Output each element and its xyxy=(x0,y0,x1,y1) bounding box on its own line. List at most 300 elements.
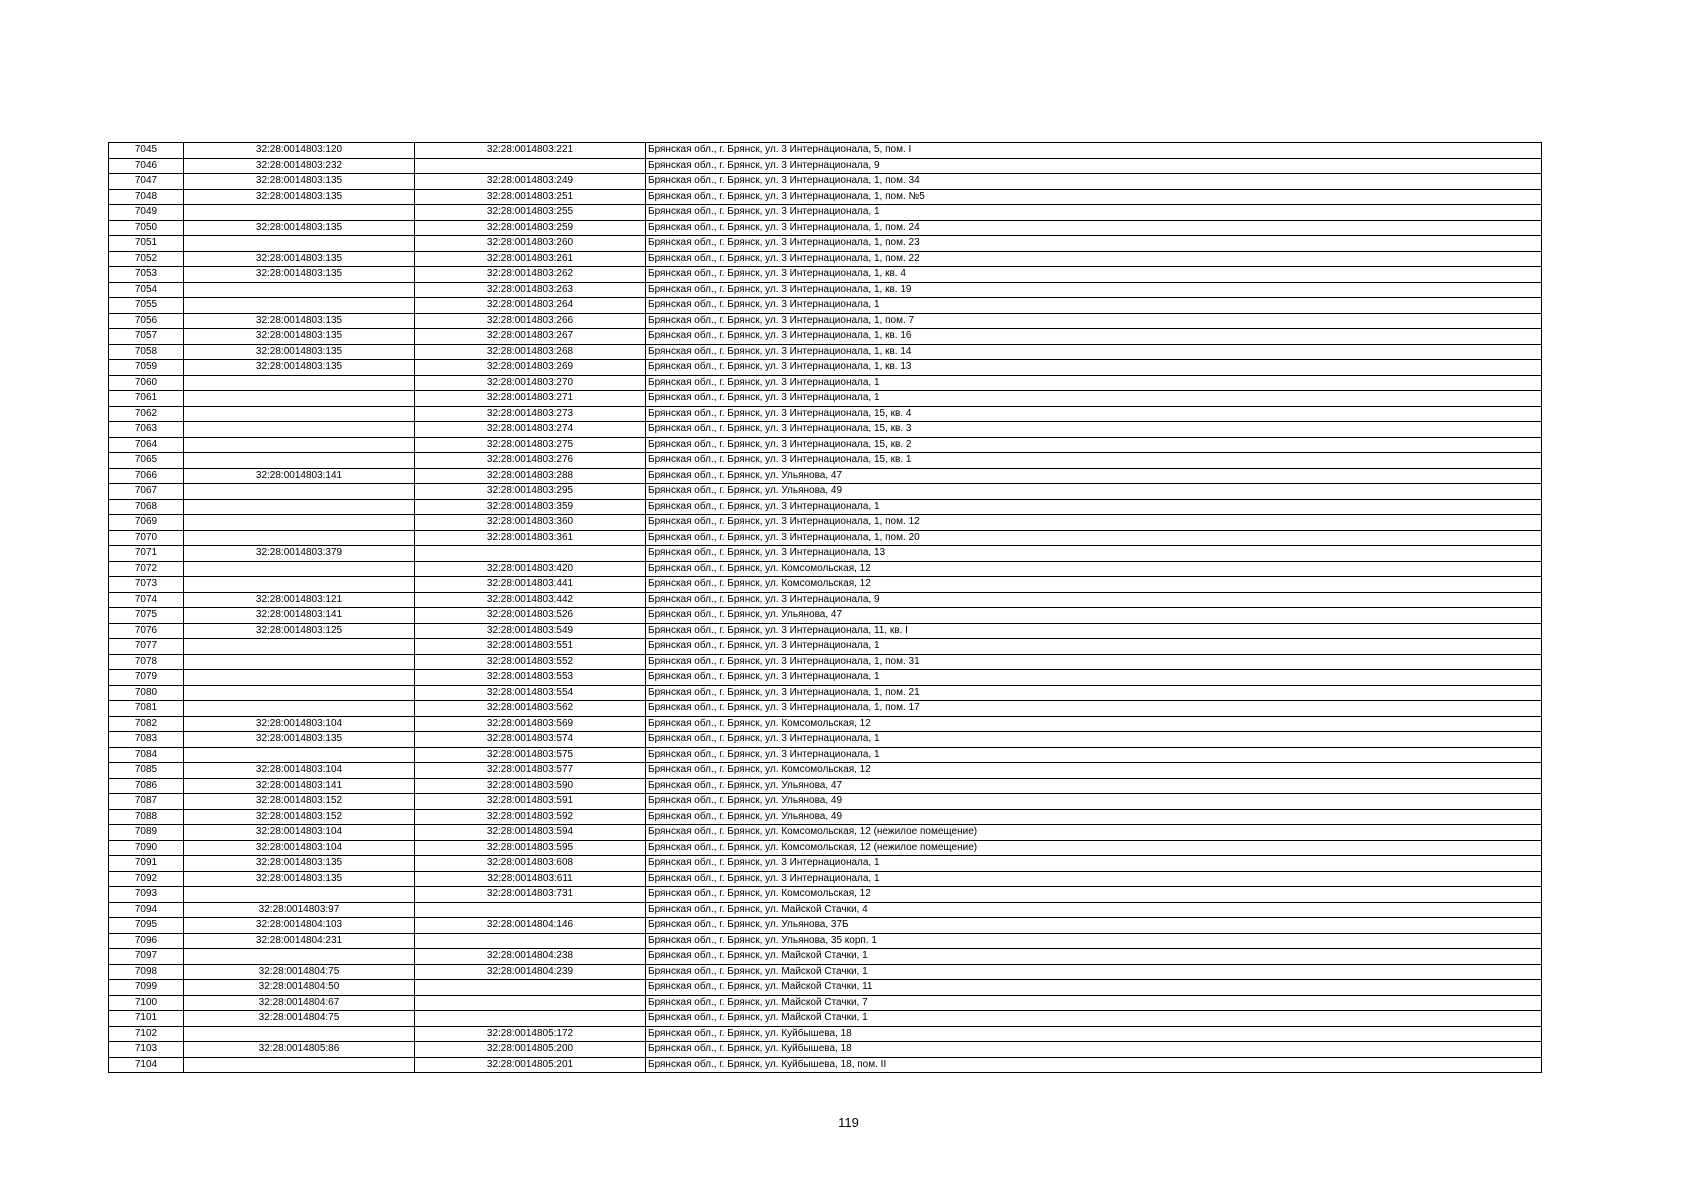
object-cadastral-number-cell: 32:28:0014803:359 xyxy=(415,499,646,515)
row-number-cell: 7065 xyxy=(109,453,184,469)
table-row xyxy=(109,778,1542,794)
row-number-cell: 7058 xyxy=(109,344,184,360)
land-cadastral-number-cell: 32:28:0014803:152 xyxy=(184,809,415,825)
land-cadastral-number-cell: 32:28:0014803:232 xyxy=(184,158,415,174)
row-number-cell: 7100 xyxy=(109,995,184,1011)
table-row xyxy=(109,902,1542,918)
address-cell: Брянская обл., г. Брянск, ул. 3 Интернационала, 1, пом. №5 xyxy=(646,189,1542,205)
table-row xyxy=(109,794,1542,810)
row-number-cell: 7049 xyxy=(109,205,184,221)
land-cadastral-number-cell xyxy=(184,639,415,655)
address-cell: Брянская обл., г. Брянск, ул. 3 Интернационала, 1, пом. 7 xyxy=(646,313,1542,329)
address-cell: Брянская обл., г. Брянск, ул. 3 Интернационала, 1, пом. 22 xyxy=(646,251,1542,267)
table-row xyxy=(109,1057,1542,1073)
row-number-cell: 7077 xyxy=(109,639,184,655)
table-row xyxy=(109,267,1542,283)
table-row xyxy=(109,995,1542,1011)
address-cell: Брянская обл., г. Брянск, ул. Комсомольская, 12 xyxy=(646,887,1542,903)
table-row xyxy=(109,701,1542,717)
land-cadastral-number-cell: 32:28:0014803:135 xyxy=(184,360,415,376)
land-cadastral-number-cell xyxy=(184,453,415,469)
table-row xyxy=(109,174,1542,190)
object-cadastral-number-cell: 32:28:0014803:552 xyxy=(415,654,646,670)
land-cadastral-number-cell xyxy=(184,298,415,314)
object-cadastral-number-cell xyxy=(415,995,646,1011)
land-cadastral-number-cell xyxy=(184,747,415,763)
object-cadastral-number-cell: 32:28:0014803:595 xyxy=(415,840,646,856)
table-row xyxy=(109,236,1542,252)
address-cell: Брянская обл., г. Брянск, ул. Куйбышева, 18, пом. II xyxy=(646,1057,1542,1073)
object-cadastral-number-cell: 32:28:0014803:255 xyxy=(415,205,646,221)
address-cell: Брянская обл., г. Брянск, ул. 3 Интернационала, 1, пом. 21 xyxy=(646,685,1542,701)
table-row xyxy=(109,453,1542,469)
object-cadastral-number-cell: 32:28:0014803:264 xyxy=(415,298,646,314)
table-row xyxy=(109,654,1542,670)
object-cadastral-number-cell: 32:28:0014803:266 xyxy=(415,313,646,329)
land-cadastral-number-cell: 32:28:0014803:104 xyxy=(184,825,415,841)
table-row xyxy=(109,406,1542,422)
object-cadastral-number-cell: 32:28:0014803:270 xyxy=(415,375,646,391)
address-cell: Брянская обл., г. Брянск, ул. Майской Стачки, 1 xyxy=(646,1011,1542,1027)
table-row xyxy=(109,251,1542,267)
object-cadastral-number-cell: 32:28:0014803:591 xyxy=(415,794,646,810)
land-cadastral-number-cell: 32:28:0014803:135 xyxy=(184,174,415,190)
object-cadastral-number-cell: 32:28:0014803:526 xyxy=(415,608,646,624)
land-cadastral-number-cell: 32:28:0014803:135 xyxy=(184,189,415,205)
object-cadastral-number-cell: 32:28:0014803:562 xyxy=(415,701,646,717)
address-cell: Брянская обл., г. Брянск, ул. 3 Интернационала, 11, кв. I xyxy=(646,623,1542,639)
address-cell: Брянская обл., г. Брянск, ул. 3 Интернационала, 1, пом. 12 xyxy=(646,515,1542,531)
land-cadastral-number-cell: 32:28:0014804:231 xyxy=(184,933,415,949)
address-cell: Брянская обл., г. Брянск, ул. 3 Интернационала, 1, кв. 4 xyxy=(646,267,1542,283)
table-row xyxy=(109,298,1542,314)
address-cell: Брянская обл., г. Брянск, ул. 3 Интернационала, 15, кв. 4 xyxy=(646,406,1542,422)
table-row xyxy=(109,530,1542,546)
object-cadastral-number-cell: 32:28:0014803:263 xyxy=(415,282,646,298)
table-row xyxy=(109,918,1542,934)
address-cell: Брянская обл., г. Брянск, ул. 3 Интернационала, 1 xyxy=(646,205,1542,221)
table-row xyxy=(109,840,1542,856)
row-number-cell: 7073 xyxy=(109,577,184,593)
row-number-cell: 7080 xyxy=(109,685,184,701)
object-cadastral-number-cell: 32:28:0014803:260 xyxy=(415,236,646,252)
land-cadastral-number-cell: 32:28:0014804:67 xyxy=(184,995,415,1011)
object-cadastral-number-cell: 32:28:0014803:221 xyxy=(415,143,646,159)
table-row xyxy=(109,1011,1542,1027)
table-row xyxy=(109,344,1542,360)
land-cadastral-number-cell xyxy=(184,236,415,252)
row-number-cell: 7084 xyxy=(109,747,184,763)
row-number-cell: 7052 xyxy=(109,251,184,267)
row-number-cell: 7088 xyxy=(109,809,184,825)
table-row xyxy=(109,887,1542,903)
object-cadastral-number-cell: 32:28:0014804:239 xyxy=(415,964,646,980)
object-cadastral-number-cell: 32:28:0014803:275 xyxy=(415,437,646,453)
object-cadastral-number-cell: 32:28:0014804:238 xyxy=(415,949,646,965)
row-number-cell: 7074 xyxy=(109,592,184,608)
land-cadastral-number-cell xyxy=(184,515,415,531)
land-cadastral-number-cell xyxy=(184,282,415,298)
land-cadastral-number-cell xyxy=(184,422,415,438)
row-number-cell: 7046 xyxy=(109,158,184,174)
table-row xyxy=(109,949,1542,965)
land-cadastral-number-cell: 32:28:0014803:379 xyxy=(184,546,415,562)
table-row xyxy=(109,313,1542,329)
address-cell: Брянская обл., г. Брянск, ул. Ульянова, 37Б xyxy=(646,918,1542,934)
land-cadastral-number-cell xyxy=(184,437,415,453)
land-cadastral-number-cell: 32:28:0014803:135 xyxy=(184,313,415,329)
table-row xyxy=(109,546,1542,562)
table-row xyxy=(109,670,1542,686)
address-cell: Брянская обл., г. Брянск, ул. Куйбышева, 18 xyxy=(646,1026,1542,1042)
row-number-cell: 7056 xyxy=(109,313,184,329)
address-cell: Брянская обл., г. Брянск, ул. 3 Интернационала, 1 xyxy=(646,639,1542,655)
land-cadastral-number-cell: 32:28:0014803:141 xyxy=(184,778,415,794)
land-cadastral-number-cell xyxy=(184,949,415,965)
address-cell: Брянская обл., г. Брянск, ул. Ульянова, 35 корп. 1 xyxy=(646,933,1542,949)
land-cadastral-number-cell xyxy=(184,1057,415,1073)
land-cadastral-number-cell xyxy=(184,499,415,515)
address-cell: Брянская обл., г. Брянск, ул. Комсомольская, 12 xyxy=(646,763,1542,779)
object-cadastral-number-cell: 32:28:0014803:361 xyxy=(415,530,646,546)
land-cadastral-number-cell: 32:28:0014805:86 xyxy=(184,1042,415,1058)
land-cadastral-number-cell: 32:28:0014803:104 xyxy=(184,716,415,732)
row-number-cell: 7085 xyxy=(109,763,184,779)
land-cadastral-number-cell: 32:28:0014803:135 xyxy=(184,732,415,748)
address-cell: Брянская обл., г. Брянск, ул. 3 Интернационала, 1, пом. 24 xyxy=(646,220,1542,236)
row-number-cell: 7053 xyxy=(109,267,184,283)
address-cell: Брянская обл., г. Брянск, ул. 3 Интернационала, 13 xyxy=(646,546,1542,562)
address-cell: Брянская обл., г. Брянск, ул. Комсомольская, 12 (нежилое помещение) xyxy=(646,840,1542,856)
address-cell: Брянская обл., г. Брянск, ул. 3 Интернационала, 1 xyxy=(646,747,1542,763)
row-number-cell: 7068 xyxy=(109,499,184,515)
object-cadastral-number-cell: 32:28:0014803:731 xyxy=(415,887,646,903)
object-cadastral-number-cell: 32:28:0014803:569 xyxy=(415,716,646,732)
address-cell: Брянская обл., г. Брянск, ул. 3 Интернационала, 1 xyxy=(646,391,1542,407)
row-number-cell: 7103 xyxy=(109,1042,184,1058)
land-cadastral-number-cell: 32:28:0014804:103 xyxy=(184,918,415,934)
address-cell: Брянская обл., г. Брянск, ул. 3 Интернационала, 1, пом. 20 xyxy=(646,530,1542,546)
land-cadastral-number-cell: 32:28:0014803:104 xyxy=(184,763,415,779)
object-cadastral-number-cell: 32:28:0014803:554 xyxy=(415,685,646,701)
table-row xyxy=(109,391,1542,407)
land-cadastral-number-cell: 32:28:0014803:121 xyxy=(184,592,415,608)
row-number-cell: 7081 xyxy=(109,701,184,717)
address-cell: Брянская обл., г. Брянск, ул. 3 Интернационала, 9 xyxy=(646,158,1542,174)
object-cadastral-number-cell: 32:28:0014803:594 xyxy=(415,825,646,841)
table-row xyxy=(109,577,1542,593)
table-row xyxy=(109,732,1542,748)
address-cell: Брянская обл., г. Брянск, ул. Ульянова, 49 xyxy=(646,809,1542,825)
address-cell: Брянская обл., г. Брянск, ул. 3 Интернационала, 9 xyxy=(646,592,1542,608)
page-number: 119 xyxy=(838,1115,859,1130)
object-cadastral-number-cell: 32:28:0014803:268 xyxy=(415,344,646,360)
address-cell: Брянская обл., г. Брянск, ул. Майской Стачки, 1 xyxy=(646,949,1542,965)
row-number-cell: 7096 xyxy=(109,933,184,949)
table-row xyxy=(109,608,1542,624)
row-number-cell: 7101 xyxy=(109,1011,184,1027)
object-cadastral-number-cell: 32:28:0014803:249 xyxy=(415,174,646,190)
address-cell: Брянская обл., г. Брянск, ул. 3 Интернационала, 1, кв. 16 xyxy=(646,329,1542,345)
address-cell: Брянская обл., г. Брянск, ул. 3 Интернационала, 1 xyxy=(646,856,1542,872)
row-number-cell: 7083 xyxy=(109,732,184,748)
row-number-cell: 7070 xyxy=(109,530,184,546)
table-row xyxy=(109,158,1542,174)
row-number-cell: 7050 xyxy=(109,220,184,236)
object-cadastral-number-cell: 32:28:0014803:251 xyxy=(415,189,646,205)
row-number-cell: 7089 xyxy=(109,825,184,841)
row-number-cell: 7067 xyxy=(109,484,184,500)
table-row xyxy=(109,189,1542,205)
object-cadastral-number-cell: 32:28:0014805:201 xyxy=(415,1057,646,1073)
object-cadastral-number-cell xyxy=(415,902,646,918)
object-cadastral-number-cell: 32:28:0014803:442 xyxy=(415,592,646,608)
address-cell: Брянская обл., г. Брянск, ул. 3 Интернационала, 1, кв. 13 xyxy=(646,360,1542,376)
address-cell: Брянская обл., г. Брянск, ул. 3 Интернационала, 1, пом. 34 xyxy=(646,174,1542,190)
address-cell: Брянская обл., г. Брянск, ул. 3 Интернационала, 5, пом. I xyxy=(646,143,1542,159)
row-number-cell: 7054 xyxy=(109,282,184,298)
land-cadastral-number-cell: 32:28:0014803:135 xyxy=(184,856,415,872)
object-cadastral-number-cell xyxy=(415,158,646,174)
row-number-cell: 7045 xyxy=(109,143,184,159)
table-row xyxy=(109,515,1542,531)
address-cell: Брянская обл., г. Брянск, ул. 3 Интернационала, 1, пом. 23 xyxy=(646,236,1542,252)
table-row xyxy=(109,499,1542,515)
land-cadastral-number-cell xyxy=(184,670,415,686)
object-cadastral-number-cell: 32:28:0014803:269 xyxy=(415,360,646,376)
table-row xyxy=(109,964,1542,980)
land-cadastral-number-cell xyxy=(184,530,415,546)
row-number-cell: 7076 xyxy=(109,623,184,639)
land-cadastral-number-cell xyxy=(184,887,415,903)
address-cell: Брянская обл., г. Брянск, ул. Майской Стачки, 1 xyxy=(646,964,1542,980)
row-number-cell: 7097 xyxy=(109,949,184,965)
object-cadastral-number-cell: 32:28:0014803:611 xyxy=(415,871,646,887)
row-number-cell: 7098 xyxy=(109,964,184,980)
address-cell: Брянская обл., г. Брянск, ул. Комсомольская, 12 xyxy=(646,577,1542,593)
land-cadastral-number-cell xyxy=(184,205,415,221)
land-cadastral-number-cell xyxy=(184,561,415,577)
object-cadastral-number-cell: 32:28:0014803:551 xyxy=(415,639,646,655)
address-cell: Брянская обл., г. Брянск, ул. Ульянова, 49 xyxy=(646,794,1542,810)
address-cell: Брянская обл., г. Брянск, ул. 3 Интернационала, 1, кв. 19 xyxy=(646,282,1542,298)
address-cell: Брянская обл., г. Брянск, ул. 3 Интернационала, 15, кв. 2 xyxy=(646,437,1542,453)
row-number-cell: 7086 xyxy=(109,778,184,794)
table-row xyxy=(109,205,1542,221)
land-cadastral-number-cell xyxy=(184,685,415,701)
land-cadastral-number-cell: 32:28:0014803:104 xyxy=(184,840,415,856)
row-number-cell: 7078 xyxy=(109,654,184,670)
table-row xyxy=(109,329,1542,345)
object-cadastral-number-cell: 32:28:0014803:590 xyxy=(415,778,646,794)
address-cell: Брянская обл., г. Брянск, ул. Майской Стачки, 7 xyxy=(646,995,1542,1011)
land-cadastral-number-cell: 32:28:0014803:135 xyxy=(184,329,415,345)
land-cadastral-number-cell xyxy=(184,406,415,422)
table-row xyxy=(109,933,1542,949)
row-number-cell: 7075 xyxy=(109,608,184,624)
object-cadastral-number-cell: 32:28:0014803:261 xyxy=(415,251,646,267)
object-cadastral-number-cell xyxy=(415,933,646,949)
table-row xyxy=(109,747,1542,763)
table-row xyxy=(109,1042,1542,1058)
row-number-cell: 7093 xyxy=(109,887,184,903)
land-cadastral-number-cell: 32:28:0014804:75 xyxy=(184,964,415,980)
address-cell: Брянская обл., г. Брянск, ул. 3 Интернационала, 1 xyxy=(646,732,1542,748)
land-cadastral-number-cell: 32:28:0014803:152 xyxy=(184,794,415,810)
object-cadastral-number-cell: 32:28:0014803:262 xyxy=(415,267,646,283)
table-row xyxy=(109,1026,1542,1042)
row-number-cell: 7048 xyxy=(109,189,184,205)
table-row xyxy=(109,980,1542,996)
object-cadastral-number-cell: 32:28:0014803:608 xyxy=(415,856,646,872)
table-row xyxy=(109,422,1542,438)
row-number-cell: 7099 xyxy=(109,980,184,996)
object-cadastral-number-cell: 32:28:0014804:146 xyxy=(415,918,646,934)
table-row xyxy=(109,592,1542,608)
land-cadastral-number-cell xyxy=(184,391,415,407)
row-number-cell: 7055 xyxy=(109,298,184,314)
land-cadastral-number-cell xyxy=(184,701,415,717)
object-cadastral-number-cell: 32:28:0014803:549 xyxy=(415,623,646,639)
land-cadastral-number-cell xyxy=(184,484,415,500)
address-cell: Брянская обл., г. Брянск, ул. Майской Стачки, 11 xyxy=(646,980,1542,996)
land-cadastral-number-cell xyxy=(184,654,415,670)
object-cadastral-number-cell: 32:28:0014803:574 xyxy=(415,732,646,748)
row-number-cell: 7082 xyxy=(109,716,184,732)
object-cadastral-number-cell xyxy=(415,1011,646,1027)
row-number-cell: 7071 xyxy=(109,546,184,562)
object-cadastral-number-cell xyxy=(415,546,646,562)
row-number-cell: 7091 xyxy=(109,856,184,872)
object-cadastral-number-cell xyxy=(415,980,646,996)
address-cell: Брянская обл., г. Брянск, ул. 3 Интернационала, 1, кв. 14 xyxy=(646,344,1542,360)
table-row xyxy=(109,282,1542,298)
address-cell: Брянская обл., г. Брянск, ул. Ульянова, 47 xyxy=(646,468,1542,484)
table-row xyxy=(109,639,1542,655)
row-number-cell: 7051 xyxy=(109,236,184,252)
table-row xyxy=(109,360,1542,376)
land-cadastral-number-cell xyxy=(184,1026,415,1042)
land-cadastral-number-cell: 32:28:0014803:135 xyxy=(184,267,415,283)
row-number-cell: 7095 xyxy=(109,918,184,934)
address-cell: Брянская обл., г. Брянск, ул. 3 Интернационала, 1 xyxy=(646,871,1542,887)
row-number-cell: 7092 xyxy=(109,871,184,887)
row-number-cell: 7063 xyxy=(109,422,184,438)
address-cell: Брянская обл., г. Брянск, ул. 3 Интернационала, 1, пом. 31 xyxy=(646,654,1542,670)
object-cadastral-number-cell: 32:28:0014803:592 xyxy=(415,809,646,825)
address-cell: Брянская обл., г. Брянск, ул. Куйбышева, 18 xyxy=(646,1042,1542,1058)
table-row xyxy=(109,437,1542,453)
row-number-cell: 7057 xyxy=(109,329,184,345)
row-number-cell: 7059 xyxy=(109,360,184,376)
row-number-cell: 7087 xyxy=(109,794,184,810)
land-cadastral-number-cell: 32:28:0014804:75 xyxy=(184,1011,415,1027)
row-number-cell: 7066 xyxy=(109,468,184,484)
land-cadastral-number-cell xyxy=(184,577,415,593)
address-cell: Брянская обл., г. Брянск, ул. 3 Интернационала, 1 xyxy=(646,298,1542,314)
object-cadastral-number-cell: 32:28:0014805:172 xyxy=(415,1026,646,1042)
land-cadastral-number-cell: 32:28:0014803:141 xyxy=(184,608,415,624)
row-number-cell: 7072 xyxy=(109,561,184,577)
address-cell: Брянская обл., г. Брянск, ул. 3 Интернационала, 1 xyxy=(646,375,1542,391)
address-cell: Брянская обл., г. Брянск, ул. Комсомольская, 12 xyxy=(646,561,1542,577)
row-number-cell: 7061 xyxy=(109,391,184,407)
object-cadastral-number-cell: 32:28:0014803:288 xyxy=(415,468,646,484)
address-cell: Брянская обл., г. Брянск, ул. Майской Стачки, 4 xyxy=(646,902,1542,918)
address-cell: Брянская обл., г. Брянск, ул. 3 Интернационала, 1 xyxy=(646,670,1542,686)
address-cell: Брянская обл., г. Брянск, ул. 3 Интернационала, 1, пом. 17 xyxy=(646,701,1542,717)
table-row xyxy=(109,716,1542,732)
table-row xyxy=(109,468,1542,484)
row-number-cell: 7102 xyxy=(109,1026,184,1042)
object-cadastral-number-cell: 32:28:0014803:553 xyxy=(415,670,646,686)
object-cadastral-number-cell: 32:28:0014803:267 xyxy=(415,329,646,345)
table-row xyxy=(109,623,1542,639)
row-number-cell: 7062 xyxy=(109,406,184,422)
row-number-cell: 7094 xyxy=(109,902,184,918)
address-cell: Брянская обл., г. Брянск, ул. 3 Интернационала, 1 xyxy=(646,499,1542,515)
address-cell: Брянская обл., г. Брянск, ул. Комсомольская, 12 xyxy=(646,716,1542,732)
registry-table-body xyxy=(109,143,1542,1073)
table-row xyxy=(109,856,1542,872)
address-cell: Брянская обл., г. Брянск, ул. 3 Интернационала, 15, кв. 1 xyxy=(646,453,1542,469)
table-row xyxy=(109,809,1542,825)
row-number-cell: 7060 xyxy=(109,375,184,391)
object-cadastral-number-cell: 32:28:0014803:295 xyxy=(415,484,646,500)
object-cadastral-number-cell: 32:28:0014803:441 xyxy=(415,577,646,593)
address-cell: Брянская обл., г. Брянск, ул. Ульянова, 47 xyxy=(646,778,1542,794)
object-cadastral-number-cell: 32:28:0014803:274 xyxy=(415,422,646,438)
row-number-cell: 7090 xyxy=(109,840,184,856)
address-cell: Брянская обл., г. Брянск, ул. Комсомольская, 12 (нежилое помещение) xyxy=(646,825,1542,841)
object-cadastral-number-cell: 32:28:0014803:259 xyxy=(415,220,646,236)
table-row xyxy=(109,825,1542,841)
object-cadastral-number-cell: 32:28:0014803:273 xyxy=(415,406,646,422)
row-number-cell: 7079 xyxy=(109,670,184,686)
address-cell: Брянская обл., г. Брянск, ул. Ульянова, 47 xyxy=(646,608,1542,624)
land-cadastral-number-cell: 32:28:0014803:135 xyxy=(184,871,415,887)
table-row xyxy=(109,143,1542,159)
land-cadastral-number-cell: 32:28:0014803:125 xyxy=(184,623,415,639)
table-row xyxy=(109,484,1542,500)
object-cadastral-number-cell: 32:28:0014803:271 xyxy=(415,391,646,407)
object-cadastral-number-cell: 32:28:0014803:420 xyxy=(415,561,646,577)
object-cadastral-number-cell: 32:28:0014803:276 xyxy=(415,453,646,469)
object-cadastral-number-cell: 32:28:0014803:575 xyxy=(415,747,646,763)
table-row xyxy=(109,685,1542,701)
object-cadastral-number-cell: 32:28:0014805:200 xyxy=(415,1042,646,1058)
table-row xyxy=(109,375,1542,391)
object-cadastral-number-cell: 32:28:0014803:360 xyxy=(415,515,646,531)
land-cadastral-number-cell: 32:28:0014803:135 xyxy=(184,220,415,236)
object-cadastral-number-cell: 32:28:0014803:577 xyxy=(415,763,646,779)
address-cell: Брянская обл., г. Брянск, ул. Ульянова, 49 xyxy=(646,484,1542,500)
address-cell: Брянская обл., г. Брянск, ул. 3 Интернационала, 15, кв. 3 xyxy=(646,422,1542,438)
land-cadastral-number-cell xyxy=(184,375,415,391)
table-row xyxy=(109,561,1542,577)
table-row xyxy=(109,871,1542,887)
land-cadastral-number-cell: 32:28:0014804:50 xyxy=(184,980,415,996)
row-number-cell: 7047 xyxy=(109,174,184,190)
land-cadastral-number-cell: 32:28:0014803:135 xyxy=(184,251,415,267)
table-row xyxy=(109,763,1542,779)
land-cadastral-number-cell: 32:28:0014803:141 xyxy=(184,468,415,484)
row-number-cell: 7064 xyxy=(109,437,184,453)
registry-table xyxy=(108,142,1542,1073)
row-number-cell: 7104 xyxy=(109,1057,184,1073)
land-cadastral-number-cell: 32:28:0014803:120 xyxy=(184,143,415,159)
table-row xyxy=(109,220,1542,236)
